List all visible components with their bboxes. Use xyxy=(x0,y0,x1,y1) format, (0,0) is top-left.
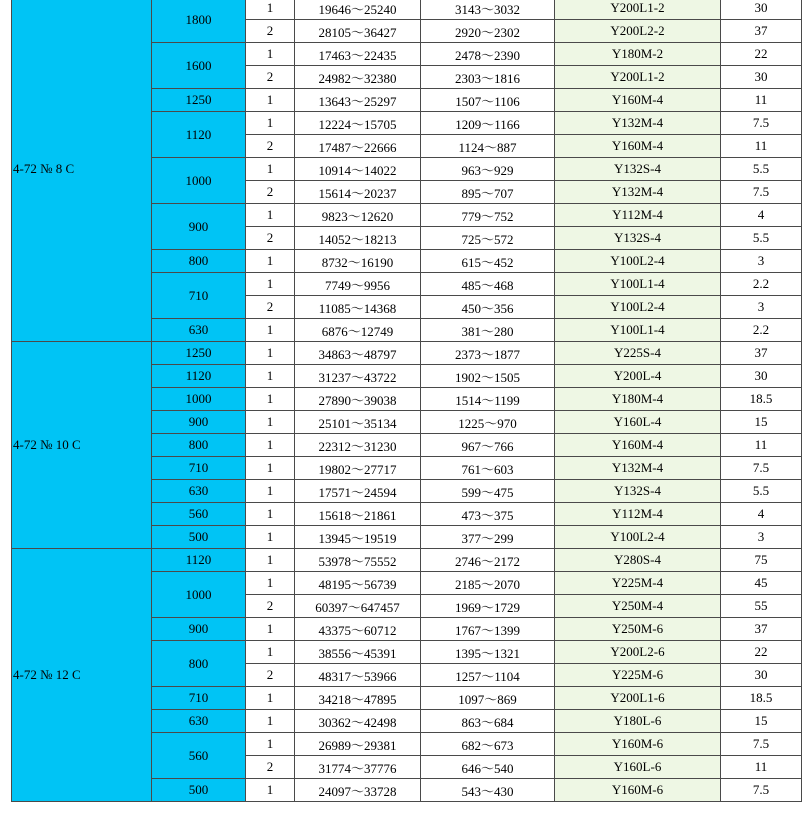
position-cell: 2 xyxy=(246,227,295,250)
power-cell: 3 xyxy=(721,296,802,319)
pressure-range-cell: 646～540 xyxy=(421,756,555,779)
power-cell: 4 xyxy=(721,204,802,227)
power-cell: 5.5 xyxy=(721,480,802,503)
speed-rpm-cell: 1800 xyxy=(152,0,246,43)
power-cell: 7.5 xyxy=(721,733,802,756)
flow-range-cell: 22312～31230 xyxy=(295,434,421,457)
flow-range-cell: 13643～25297 xyxy=(295,89,421,112)
table-body xyxy=(12,0,802,802)
flow-range-cell: 26989～29381 xyxy=(295,733,421,756)
pressure-range-cell: 1097～869 xyxy=(421,687,555,710)
power-cell: 7.5 xyxy=(721,112,802,135)
power-cell: 30 xyxy=(721,365,802,388)
motor-model-cell: Y225S-4 xyxy=(555,342,721,365)
flow-range-cell: 24097～33728 xyxy=(295,779,421,802)
pressure-range-cell: 1902～1505 xyxy=(421,365,555,388)
flow-range-cell: 31237～43722 xyxy=(295,365,421,388)
power-cell: 7.5 xyxy=(721,457,802,480)
motor-model-cell: Y180M-2 xyxy=(555,43,721,66)
pressure-range-cell: 599～475 xyxy=(421,480,555,503)
pressure-range-cell: 615～452 xyxy=(421,250,555,273)
position-cell: 1 xyxy=(246,89,295,112)
motor-model-cell: Y180M-4 xyxy=(555,388,721,411)
speed-rpm-cell: 1120 xyxy=(152,112,246,158)
flow-range-cell: 6876～12749 xyxy=(295,319,421,342)
motor-model-cell: Y100L2-4 xyxy=(555,296,721,319)
position-cell: 1 xyxy=(246,641,295,664)
motor-model-cell: Y132S-4 xyxy=(555,480,721,503)
pressure-range-cell: 863～684 xyxy=(421,710,555,733)
speed-rpm-cell: 710 xyxy=(152,687,246,710)
power-cell: 22 xyxy=(721,43,802,66)
position-cell: 1 xyxy=(246,503,295,526)
pressure-range-cell: 2373～1877 xyxy=(421,342,555,365)
pressure-range-cell: 1395～1321 xyxy=(421,641,555,664)
position-cell: 2 xyxy=(246,595,295,618)
power-cell: 15 xyxy=(721,710,802,733)
speed-rpm-cell: 800 xyxy=(152,250,246,273)
position-cell: 1 xyxy=(246,112,295,135)
flow-range-cell: 34218～47895 xyxy=(295,687,421,710)
pressure-range-cell: 725～572 xyxy=(421,227,555,250)
pressure-range-cell: 1209～1166 xyxy=(421,112,555,135)
flow-range-cell: 27890～39038 xyxy=(295,388,421,411)
power-cell: 37 xyxy=(721,618,802,641)
speed-rpm-cell: 900 xyxy=(152,411,246,434)
pressure-range-cell: 485～468 xyxy=(421,273,555,296)
pressure-range-cell: 1969～1729 xyxy=(421,595,555,618)
motor-model-cell: Y180L-6 xyxy=(555,710,721,733)
position-cell: 1 xyxy=(246,365,295,388)
speed-rpm-cell: 1250 xyxy=(152,342,246,365)
position-cell: 1 xyxy=(246,733,295,756)
position-cell: 1 xyxy=(246,273,295,296)
flow-range-cell: 24982～32380 xyxy=(295,66,421,89)
motor-model-cell: Y132M-4 xyxy=(555,181,721,204)
power-cell: 18.5 xyxy=(721,388,802,411)
flow-range-cell: 7749～9956 xyxy=(295,273,421,296)
motor-model-cell: Y100L2-4 xyxy=(555,526,721,549)
speed-rpm-cell: 900 xyxy=(152,204,246,250)
pressure-range-cell: 1124～887 xyxy=(421,135,555,158)
flow-range-cell: 38556～45391 xyxy=(295,641,421,664)
pressure-range-cell: 381～280 xyxy=(421,319,555,342)
power-cell: 30 xyxy=(721,0,802,20)
fan-spec-table-container xyxy=(11,0,802,802)
speed-rpm-cell: 560 xyxy=(152,733,246,779)
motor-model-cell: Y100L1-4 xyxy=(555,319,721,342)
position-cell: 1 xyxy=(246,434,295,457)
position-cell: 2 xyxy=(246,756,295,779)
power-cell: 3 xyxy=(721,250,802,273)
speed-rpm-cell: 1120 xyxy=(152,365,246,388)
power-cell: 30 xyxy=(721,664,802,687)
flow-range-cell: 19646～25240 xyxy=(295,0,421,20)
pressure-range-cell: 3143～3032 xyxy=(421,0,555,20)
position-cell: 1 xyxy=(246,526,295,549)
motor-model-cell: Y160M-4 xyxy=(555,89,721,112)
position-cell: 1 xyxy=(246,319,295,342)
speed-rpm-cell: 710 xyxy=(152,273,246,319)
fan-model-cell: 4-72 № 10 C xyxy=(12,342,152,549)
power-cell: 5.5 xyxy=(721,158,802,181)
pressure-range-cell: 1225～970 xyxy=(421,411,555,434)
pressure-range-cell: 377～299 xyxy=(421,526,555,549)
motor-model-cell: Y100L2-4 xyxy=(555,250,721,273)
power-cell: 11 xyxy=(721,434,802,457)
motor-model-cell: Y160L-4 xyxy=(555,411,721,434)
flow-range-cell: 34863～48797 xyxy=(295,342,421,365)
motor-model-cell: Y200L2-2 xyxy=(555,20,721,43)
motor-model-cell: Y200L2-6 xyxy=(555,641,721,664)
power-cell: 2.2 xyxy=(721,273,802,296)
power-cell: 75 xyxy=(721,549,802,572)
flow-range-cell: 15618～21861 xyxy=(295,503,421,526)
position-cell: 1 xyxy=(246,388,295,411)
flow-range-cell: 15614～20237 xyxy=(295,181,421,204)
power-cell: 15 xyxy=(721,411,802,434)
pressure-range-cell: 895～707 xyxy=(421,181,555,204)
position-cell: 1 xyxy=(246,250,295,273)
position-cell: 1 xyxy=(246,549,295,572)
motor-model-cell: Y112M-4 xyxy=(555,204,721,227)
motor-model-cell: Y132M-4 xyxy=(555,112,721,135)
speed-rpm-cell: 630 xyxy=(152,480,246,503)
speed-rpm-cell: 1000 xyxy=(152,388,246,411)
pressure-range-cell: 2303～1816 xyxy=(421,66,555,89)
flow-range-cell: 17571～24594 xyxy=(295,480,421,503)
motor-model-cell: Y132S-4 xyxy=(555,158,721,181)
flow-range-cell: 14052～18213 xyxy=(295,227,421,250)
flow-range-cell: 28105～36427 xyxy=(295,20,421,43)
pressure-range-cell: 543～430 xyxy=(421,779,555,802)
position-cell: 1 xyxy=(246,710,295,733)
speed-rpm-cell: 710 xyxy=(152,457,246,480)
motor-model-cell: Y225M-6 xyxy=(555,664,721,687)
flow-range-cell: 10914～14022 xyxy=(295,158,421,181)
motor-model-cell: Y160M-4 xyxy=(555,135,721,158)
flow-range-cell: 25101～35134 xyxy=(295,411,421,434)
pressure-range-cell: 473～375 xyxy=(421,503,555,526)
motor-model-cell: Y132M-4 xyxy=(555,457,721,480)
motor-model-cell: Y160L-6 xyxy=(555,756,721,779)
speed-rpm-cell: 500 xyxy=(152,779,246,802)
power-cell: 7.5 xyxy=(721,779,802,802)
position-cell: 1 xyxy=(246,572,295,595)
power-cell: 11 xyxy=(721,135,802,158)
power-cell: 45 xyxy=(721,572,802,595)
speed-rpm-cell: 900 xyxy=(152,618,246,641)
pressure-range-cell: 761～603 xyxy=(421,457,555,480)
position-cell: 1 xyxy=(246,480,295,503)
power-cell: 37 xyxy=(721,20,802,43)
motor-model-cell: Y160M-6 xyxy=(555,779,721,802)
position-cell: 1 xyxy=(246,342,295,365)
table-row xyxy=(12,342,802,365)
speed-rpm-cell: 1120 xyxy=(152,549,246,572)
motor-model-cell: Y160M-6 xyxy=(555,733,721,756)
pressure-range-cell: 2746～2172 xyxy=(421,549,555,572)
flow-range-cell: 19802～27717 xyxy=(295,457,421,480)
position-cell: 1 xyxy=(246,411,295,434)
table-row xyxy=(12,549,802,572)
flow-range-cell: 30362～42498 xyxy=(295,710,421,733)
flow-range-cell: 13945～19519 xyxy=(295,526,421,549)
position-cell: 1 xyxy=(246,687,295,710)
motor-model-cell: Y200L1-6 xyxy=(555,687,721,710)
motor-model-cell: Y100L1-4 xyxy=(555,273,721,296)
speed-rpm-cell: 1000 xyxy=(152,572,246,618)
motor-model-cell: Y200L-4 xyxy=(555,365,721,388)
fan-model-cell: 4-72 № 8 C xyxy=(12,0,152,342)
flow-range-cell: 48317～53966 xyxy=(295,664,421,687)
flow-range-cell: 11085～14368 xyxy=(295,296,421,319)
pressure-range-cell: 682～673 xyxy=(421,733,555,756)
flow-range-cell: 8732～16190 xyxy=(295,250,421,273)
pressure-range-cell: 1514～1199 xyxy=(421,388,555,411)
motor-model-cell: Y200L1-2 xyxy=(555,66,721,89)
power-cell: 55 xyxy=(721,595,802,618)
flow-range-cell: 17463～22435 xyxy=(295,43,421,66)
flow-range-cell: 60397～647457 xyxy=(295,595,421,618)
speed-rpm-cell: 630 xyxy=(152,319,246,342)
fan-spec-table xyxy=(11,0,802,802)
position-cell: 2 xyxy=(246,181,295,204)
power-cell: 30 xyxy=(721,66,802,89)
position-cell: 1 xyxy=(246,618,295,641)
motor-model-cell: Y250M-6 xyxy=(555,618,721,641)
flow-range-cell: 17487～22666 xyxy=(295,135,421,158)
power-cell: 3 xyxy=(721,526,802,549)
speed-rpm-cell: 800 xyxy=(152,434,246,457)
power-cell: 5.5 xyxy=(721,227,802,250)
motor-model-cell: Y200L1-2 xyxy=(555,0,721,20)
motor-model-cell: Y132S-4 xyxy=(555,227,721,250)
position-cell: 2 xyxy=(246,296,295,319)
table-row xyxy=(12,0,802,20)
position-cell: 1 xyxy=(246,779,295,802)
motor-model-cell: Y280S-4 xyxy=(555,549,721,572)
speed-rpm-cell: 500 xyxy=(152,526,246,549)
pressure-range-cell: 2920～2302 xyxy=(421,20,555,43)
position-cell: 1 xyxy=(246,204,295,227)
position-cell: 2 xyxy=(246,66,295,89)
pressure-range-cell: 1767～1399 xyxy=(421,618,555,641)
speed-rpm-cell: 1250 xyxy=(152,89,246,112)
flow-range-cell: 31774～37776 xyxy=(295,756,421,779)
speed-rpm-cell: 1000 xyxy=(152,158,246,204)
position-cell: 1 xyxy=(246,43,295,66)
flow-range-cell: 53978～75552 xyxy=(295,549,421,572)
power-cell: 7.5 xyxy=(721,181,802,204)
position-cell: 1 xyxy=(246,457,295,480)
flow-range-cell: 43375～60712 xyxy=(295,618,421,641)
flow-range-cell: 12224～15705 xyxy=(295,112,421,135)
power-cell: 18.5 xyxy=(721,687,802,710)
pressure-range-cell: 2185～2070 xyxy=(421,572,555,595)
motor-model-cell: Y160M-4 xyxy=(555,434,721,457)
speed-rpm-cell: 1600 xyxy=(152,43,246,89)
position-cell: 1 xyxy=(246,0,295,20)
power-cell: 11 xyxy=(721,89,802,112)
power-cell: 11 xyxy=(721,756,802,779)
motor-model-cell: Y112M-4 xyxy=(555,503,721,526)
power-cell: 4 xyxy=(721,503,802,526)
power-cell: 22 xyxy=(721,641,802,664)
flow-range-cell: 48195～56739 xyxy=(295,572,421,595)
position-cell: 1 xyxy=(246,158,295,181)
flow-range-cell: 9823～12620 xyxy=(295,204,421,227)
pressure-range-cell: 2478～2390 xyxy=(421,43,555,66)
pressure-range-cell: 967～766 xyxy=(421,434,555,457)
power-cell: 2.2 xyxy=(721,319,802,342)
position-cell: 2 xyxy=(246,20,295,43)
fan-model-cell: 4-72 № 12 C xyxy=(12,549,152,802)
power-cell: 37 xyxy=(721,342,802,365)
pressure-range-cell: 779～752 xyxy=(421,204,555,227)
pressure-range-cell: 963～929 xyxy=(421,158,555,181)
motor-model-cell: Y250M-4 xyxy=(555,595,721,618)
pressure-range-cell: 450～356 xyxy=(421,296,555,319)
motor-model-cell: Y225M-4 xyxy=(555,572,721,595)
speed-rpm-cell: 800 xyxy=(152,641,246,687)
pressure-range-cell: 1257～1104 xyxy=(421,664,555,687)
pressure-range-cell: 1507～1106 xyxy=(421,89,555,112)
position-cell: 2 xyxy=(246,135,295,158)
position-cell: 2 xyxy=(246,664,295,687)
speed-rpm-cell: 560 xyxy=(152,503,246,526)
speed-rpm-cell: 630 xyxy=(152,710,246,733)
